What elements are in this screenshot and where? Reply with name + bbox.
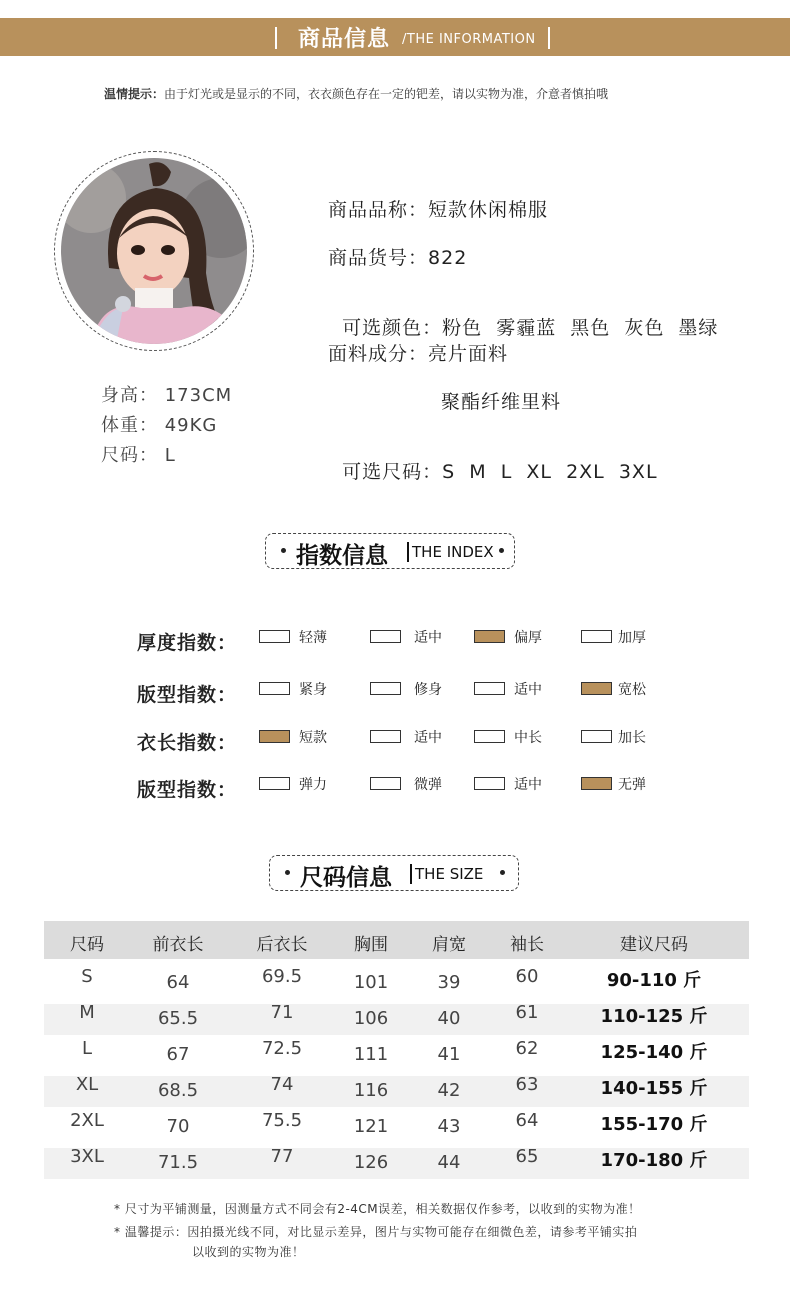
index-option-label: 适中 [414, 730, 442, 746]
heading-dot [281, 548, 286, 553]
product-code-label: 商品货号： [328, 247, 429, 269]
size-table-cell: 3XL [70, 1146, 104, 1167]
header-band [0, 18, 790, 56]
size-table-cell: 39 [437, 972, 461, 993]
size-table-header-cell: 袖长 [510, 935, 544, 955]
size-table-cell: 70 [166, 1116, 190, 1137]
size-table-header-cell: 尺码 [70, 935, 104, 955]
product-name-label: 商品品称： [328, 199, 429, 221]
size-table-cell: 65 [515, 1146, 539, 1167]
index-section-title: 指数信息 [296, 543, 388, 569]
index-checkbox [474, 730, 505, 743]
size-table-cell: 68.5 [157, 1080, 199, 1101]
size-table-header-cell: 前衣长 [152, 935, 204, 955]
index-option-label: 适中 [414, 630, 442, 646]
index-checkbox [474, 682, 505, 695]
size-table-cell: 72.5 [261, 1038, 303, 1059]
index-checkbox [474, 777, 505, 790]
size-table-recommend-cell: 90-110 斤 [606, 970, 702, 991]
product-colors: 粉色 雾霾蓝 黑色 灰色 墨绿 [442, 317, 719, 339]
size-table-cell: 74 [270, 1074, 294, 1095]
size-table-cell: 42 [437, 1080, 461, 1101]
size-table-cell: 2XL [70, 1110, 104, 1131]
product-fabric-row [328, 339, 508, 366]
index-checkbox-selected [474, 630, 505, 643]
size-table-cell: 106 [353, 1008, 389, 1029]
index-row-label: 版型指数： [137, 684, 238, 706]
product-sizes-label: 可选尺码： [342, 461, 443, 483]
size-table-cell: 116 [353, 1080, 389, 1101]
index-checkbox-selected [581, 682, 612, 695]
tip-line [104, 85, 608, 102]
size-table-recommend-cell: 125-140 斤 [600, 1042, 708, 1063]
index-option-label: 短款 [299, 730, 327, 746]
product-sizes-row [328, 435, 658, 484]
header-subtitle: /THE INFORMATION [402, 32, 536, 47]
size-table-cell: 64 [166, 972, 190, 993]
model-height: 身高： 173CM [101, 385, 233, 406]
note-reminder-cont: 以收到的实物为准！ [192, 1245, 305, 1259]
index-checkbox [259, 682, 290, 695]
index-checkbox [259, 630, 290, 643]
size-table-cell: M [79, 1002, 95, 1023]
heading-separator [410, 864, 412, 884]
index-option-label: 适中 [514, 682, 542, 698]
index-option-label: 偏厚 [514, 630, 542, 646]
heading-dot [500, 870, 505, 875]
product-colors-label: 可选颜色： [342, 317, 443, 339]
note-reminder: * 温馨提示：因拍摄光线不同，对比显示差异，图片与实物可能存在细微色差，请参考平铺实拍 [114, 1225, 638, 1239]
product-name: 短款休闲棉服 [428, 199, 549, 221]
header-divider-left [275, 27, 277, 49]
index-option-label: 紧身 [299, 682, 327, 698]
header-title: 商品信息 [298, 27, 391, 52]
note-measure: * 尺寸为平铺测量，因测量方式不同会有2-4CM误差，相关数据仅作参考，以收到的实物为准！ [114, 1202, 641, 1216]
index-row-label: 衣长指数： [137, 732, 238, 754]
header-divider-right [548, 27, 550, 49]
size-table-recommend-cell: 140-155 斤 [600, 1078, 708, 1099]
index-section-heading [265, 533, 515, 569]
size-table-cell: 63 [515, 1074, 539, 1095]
index-option-label: 宽松 [618, 682, 646, 698]
index-option-label: 中长 [514, 730, 542, 746]
size-table-recommend-cell: 170-180 斤 [600, 1150, 708, 1171]
index-checkbox [370, 730, 401, 743]
index-option-label: 弹力 [299, 777, 327, 793]
index-checkbox [370, 630, 401, 643]
index-checkbox [581, 630, 612, 643]
size-table-cell: 111 [353, 1044, 389, 1065]
product-fabric: 亮片面料 [428, 343, 509, 365]
index-option-label: 微弹 [414, 777, 442, 793]
product-code: 822 [428, 247, 468, 269]
index-checkbox [370, 777, 401, 790]
heading-separator [407, 542, 409, 562]
size-table-header-cell: 建议尺码 [620, 935, 688, 955]
index-checkbox [581, 730, 612, 743]
size-table-recommend-cell: 110-125 斤 [600, 1006, 708, 1027]
size-table-header-cell: 肩宽 [432, 935, 466, 955]
heading-dot [499, 548, 504, 553]
size-table-cell: 40 [437, 1008, 461, 1029]
index-row-label: 版型指数： [137, 779, 238, 801]
index-section-en: THE INDEX [412, 543, 494, 561]
index-option-label: 无弹 [618, 777, 646, 793]
size-table-cell: 101 [353, 972, 389, 993]
size-table-cell: 69.5 [261, 966, 303, 987]
index-row-label: 厚度指数： [137, 632, 238, 654]
index-option-label: 修身 [414, 682, 442, 698]
size-table-cell: 60 [515, 966, 539, 987]
size-table-cell: 43 [437, 1116, 461, 1137]
product-code-row [328, 243, 467, 270]
tip-label: 温情提示： [104, 87, 165, 101]
index-checkbox-selected [581, 777, 612, 790]
model-avatar [61, 158, 247, 344]
index-checkbox-selected [259, 730, 290, 743]
index-checkbox [259, 777, 290, 790]
size-table-cell: 65.5 [157, 1008, 199, 1029]
size-table-recommend-cell: 155-170 斤 [600, 1114, 708, 1135]
size-table-cell: L [81, 1038, 93, 1059]
size-table-cell: 61 [515, 1002, 539, 1023]
product-colors-row [328, 291, 718, 340]
size-table-header-cell: 后衣长 [256, 935, 308, 955]
size-table-header-cell: 胸围 [354, 935, 388, 955]
heading-dot [285, 870, 290, 875]
size-table-cell: 121 [353, 1116, 389, 1137]
size-table-cell: 71 [270, 1002, 294, 1023]
index-option-label: 加长 [618, 730, 646, 746]
product-sizes: S M L XL 2XL 3XL [442, 461, 658, 483]
size-table-cell: XL [75, 1074, 99, 1095]
size-table-cell: 71.5 [157, 1152, 199, 1173]
size-table-cell: 75.5 [261, 1110, 303, 1131]
size-table-cell: S [81, 966, 93, 987]
size-table-cell: 77 [270, 1146, 294, 1167]
size-section-title: 尺码信息 [300, 865, 392, 891]
product-name-row [328, 195, 548, 222]
model-weight: 体重： 49KG [101, 415, 218, 436]
model-size: 尺码： L [101, 445, 176, 466]
size-table-cell: 126 [353, 1152, 389, 1173]
index-checkbox [370, 682, 401, 695]
product-lining: 聚酯纤维里料 [441, 391, 562, 413]
index-option-label: 加厚 [618, 630, 646, 646]
index-option-label: 轻薄 [299, 630, 327, 646]
size-section-heading [269, 855, 519, 891]
size-table-cell: 64 [515, 1110, 539, 1131]
index-option-label: 适中 [514, 777, 542, 793]
tip-text: 由于灯光或是显示的不同，衣衣颜色存在一定的钯差，请以实物为准，介意者慎拍哦 [164, 87, 609, 101]
size-table-cell: 44 [437, 1152, 461, 1173]
size-table-cell: 67 [166, 1044, 190, 1065]
product-fabric-label: 面料成分： [328, 343, 429, 365]
size-section-en: THE SIZE [415, 865, 484, 883]
size-table-cell: 62 [515, 1038, 539, 1059]
size-table-cell: 41 [437, 1044, 461, 1065]
